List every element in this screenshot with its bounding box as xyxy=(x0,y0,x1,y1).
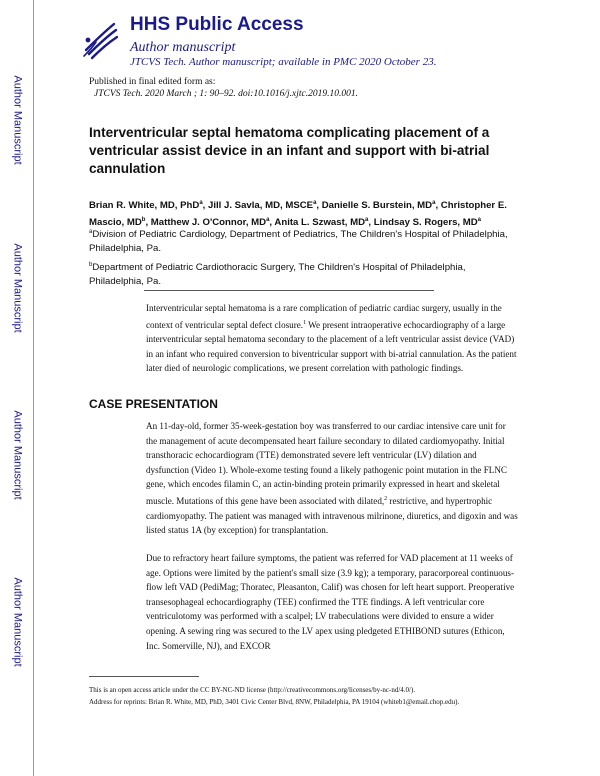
sidebar-label-3: Author Manuscript xyxy=(12,410,25,500)
sidebar-label-2: Author Manuscript xyxy=(12,243,25,333)
author: Matthew J. O'Connor, MD xyxy=(150,217,267,229)
author-list: Brian R. White, MD, PhD$^a$, Jill J. Savla, MD, MSCE$^a$, Danielle S. Burstein, $MD^a$, Christopher E. Mascio, $MD^b$, Matthew J. O'Connor, $MD^a$, Anita L. Szwast, $MD^a$, Lindsay S. Rogers, $MD^a$ xyxy=(89,200,507,229)
license-footnote: This is an open access article under the CC BY-NC-ND license (http://creativecommons.org/licenses/by-nc-nd/4.0/). xyxy=(89,686,416,694)
sidebar-label-4: Author Manuscript xyxy=(12,577,25,667)
footnote-rule xyxy=(89,676,199,677)
section-heading: CASE PRESENTATION xyxy=(89,397,218,411)
author: Danielle S. Burstein, MD xyxy=(321,200,433,212)
publication-citation: JTCVS Tech. 2020 March ; 1: 90–92. doi:10.1016/j.xjtc.2019.10.001. xyxy=(94,89,358,99)
hhs-eagle-logo-icon xyxy=(80,20,120,62)
body-paragraph-2: Due to refractory heart failure symptoms, the patient was referred for VAD placement at 11 weeks of age. Options were limited by the patient's small size (3.9 kg); a temporary, paracorporeal continuous-flow left VAD (PediMag; Thoratec, Pleasanton, Calif) was chosen for left heart support. Preoperative transesophageal echocardiography (TEE) confirmed the TTE findings. A left ventricular core ventriculotomy was performed with a scalpel; LV trabeculations were divided to ensure a wider opening. A sewing ring was secured to the LV apex using pledgeted ETHIBOND sutures (Ethicon, Inc. Somerville, NJ), and EXCOR xyxy=(146,553,515,651)
author: Anita L. Szwast, MD xyxy=(274,217,366,229)
reprints-footnote: Address for reprints: Brian R. White, MD, PhD, 3401 Civic Center Blvd, 8NW, Philadelphia, PA 19104 (whiteb1@email.chop.edu). xyxy=(89,698,460,706)
affiliation-b: $^b$Department of Pediatric Cardiothoracic Surgery, The Children's Hospital of Philadelphia, Philadelphia, Pa. xyxy=(89,262,466,288)
abstract: Interventricular septal hematoma is a rare complication of pediatric cardiac surgery, usually in the context of ventricular septal defect closure.$^1$ We present intraoperative echocardiography of a large interventricular septal hematoma secondary to the placement of a left ventricular assist device (VAD) in an infant who required conversion to biventricular support with bi-atrial cannulation. As the patient later died of neurologic complications, we present correlation with pathologic findings. xyxy=(146,303,517,374)
hhs-public-access-title: HHS Public Access xyxy=(130,14,304,35)
author: Jill J. Savla, MD, MSCE xyxy=(208,200,314,212)
article-title: Interventricular septal hematoma complicating placement of a ventricular assist device in an infant and support with bi-atrial cannulation xyxy=(89,125,490,176)
body-paragraph-1: An 11-day-old, former 35-week-gestation boy was transferred to our cardiac intensive care unit for the management of acute decompensated heart failure secondary to dilated cardiomyopathy. Initial transthoracic echocardiogram (TTE) demonstrated severe left ventricular (LV) dilation and dysfunction (Video 1). Whole-exome testing found a likely pathogenic point mutation in the FLNC gene, which encodes filamin C, an actin-binding protein primarily expressed in heart and skeletal muscle. Mutations of this gene have been associated with dilated,$^2$ restrictive, and hypertrophic cardiomyopathy. The patient was managed with intravenous milrinone, diuretics, and digoxin and was listed status 1A (by exception) for transplantation. xyxy=(146,421,518,536)
author: Lindsay S. Rogers, MD xyxy=(373,217,478,229)
sidebar-label-1: Author Manuscript xyxy=(12,75,25,165)
abstract-rule xyxy=(144,290,434,291)
author: Christopher E. Mascio, MD xyxy=(89,200,507,229)
author-manuscript-subtitle: Author manuscript xyxy=(130,40,236,55)
affiliation-a: $^a$Division of Pediatric Cardiology, Department of Pediatrics, The Children's Hospital of Philadelphia, Philadelphia, Pa. xyxy=(89,229,508,255)
pmc-availability: JTCVS Tech. Author manuscript; available in PMC 2020 October 23. xyxy=(130,56,437,68)
author: Brian R. White, MD, PhD xyxy=(89,200,200,212)
sidebar-divider xyxy=(33,0,34,776)
published-label: Published in final edited form as: xyxy=(89,77,216,87)
